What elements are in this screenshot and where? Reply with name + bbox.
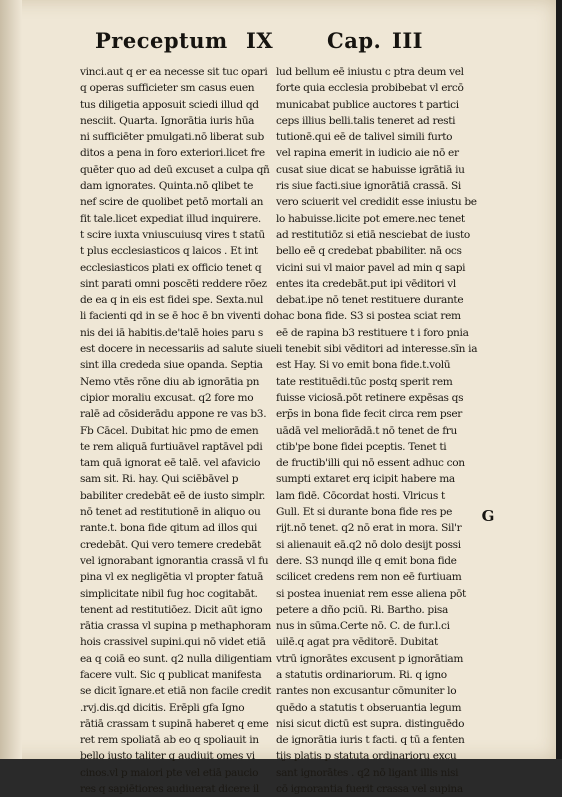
text-line: sint illa crededa siue opanda. Septia <box>80 359 263 372</box>
header-title: Preceptum <box>95 28 228 53</box>
text-line: .rvj.dis.qd dicitis. Erēpli gfa Igno <box>80 701 245 714</box>
text-line: credebāt. Qui vero temere credebāt <box>80 538 262 551</box>
text-line: babiliter credebāt eē de iusto simplr. <box>80 489 266 502</box>
text-line: ceps illius belli.talis teneret ad resti <box>276 114 456 127</box>
text-line: ad restitutiōz si etiā nesciebat de iusto <box>276 228 470 241</box>
text-line: scilicet credens rem non eē furtiuam <box>276 571 462 584</box>
text-line: q operas sufficieter sm casus euen <box>80 82 255 95</box>
text-line: dam ignorates. Quinta.nō qlibet te <box>80 180 254 193</box>
text-line: fuisse viciosā.pōt retinere expēsas qs <box>276 391 464 404</box>
text-line: est docere in necessariis ad salute siue <box>80 343 277 356</box>
text-line: lo habuisse.licite pot emere.nec tenet <box>276 212 465 225</box>
text-line: tenent ad restitutiōez. Dicit aūt igno <box>80 603 263 616</box>
text-line: vicini sui vl maior pavel ad min q sapi <box>276 261 466 274</box>
text-line: lud bellum eē iniustu c ptra deum vel <box>276 66 464 78</box>
text-line: erp̄s in bona fide fecit circa rem pser <box>276 408 463 421</box>
text-line: quēter quo ad deū excuset a culpa qñ <box>80 163 270 176</box>
text-line: vel rapina emerit in iudicio aie nō er <box>276 147 459 160</box>
text-column-right <box>276 64 484 797</box>
text-line: fit tale.licet expediat illud inquirere. <box>80 212 261 225</box>
text-line: facere vult. Sic q publicat manifesta <box>80 668 262 681</box>
text-line: sint parati omni poscēti reddere rōez <box>80 277 267 290</box>
text-line: nisi sicut dictū est supra. distinguēdo <box>276 717 465 730</box>
text-line: uilē.q agat pra vēditorē. Dubitat <box>276 636 438 649</box>
text-column-left <box>80 64 288 797</box>
text-line: si alienauit eā.q2 nō dolo desijt possi <box>276 538 461 551</box>
text-line: vtrū ignorātes excusent p ignorātiam <box>276 652 464 665</box>
text-line: sumpti extaret erq icipit habere ma <box>276 473 455 486</box>
header-precept-number: IX <box>246 28 274 53</box>
text-line: ea q coiā eo sunt. q2 nulla diligentiam <box>80 652 272 665</box>
text-line: cipior moraliu excusat. q2 fore mo <box>80 391 254 404</box>
text-line: res q sapiētiores audiuerat dicere il <box>80 783 259 796</box>
header-chapter-label: Cap. <box>327 28 382 53</box>
text-line: lam fidē. Cōcordat hosti. Vlricus t <box>276 489 445 502</box>
text-line: quēdo a statutis t obseruantia legum <box>276 701 462 714</box>
page-gutter <box>0 0 22 759</box>
text-line: rijt.nō tenet. q2 nō erat in mora. Sil'r <box>276 522 462 535</box>
text-line: ralē ad cōsiderādu appone re vas b3. <box>80 408 267 421</box>
text-line: municabat publice auctores t partici <box>276 98 459 111</box>
text-line: tutionē.qui eē de talivel simili furto <box>276 131 453 144</box>
text-line: entes ita credebāt.put ipi vēditori vl <box>276 277 456 290</box>
margin-letter-mark: G <box>481 507 495 525</box>
text-line: sant ignorātes . q2 nō ligant illis nisi <box>276 766 459 779</box>
text-line: tate restituēdi.tūc postq sperit rem <box>276 375 453 388</box>
text-line: ditos a pena in foro exteriori.licet fre <box>80 147 265 160</box>
text-line: ctib'pe bone fidei pceptis. Tenet ti <box>276 440 447 453</box>
text-line: pina vl ex negligētia vl propter fatuā <box>80 571 264 584</box>
text-line: vel ignorabant ignorantia crassā vl fu <box>80 554 269 567</box>
text-line: debat.ipe nō tenet restituere durante <box>276 294 464 307</box>
text-line: vinci.aut q er ea necesse sit tuc opari <box>80 66 268 78</box>
running-header <box>0 28 556 58</box>
text-line: cinos.vl p maiori pte vel etiā paucio <box>80 766 259 779</box>
text-line: a statutis ordinariorum. Ri. q igno <box>276 668 447 681</box>
text-line: Fb Cācel. Dubitat hic pmo de emen <box>80 424 259 437</box>
text-line: ecclesiasticos plati ex officio tenet q <box>80 261 262 274</box>
text-line: si postea inueniat rem esse aliena pōt <box>276 587 466 600</box>
text-line: rantes non excusantur cōmuniter lo <box>276 685 457 698</box>
text-line: hois crassivel supini.qui nō videt etiā <box>80 636 266 649</box>
text-line: eē de rapina b3 restituere t i foro pnia <box>276 326 469 339</box>
text-line: nis dei iā habitis.de'talē hoies paru s <box>80 326 264 339</box>
text-line: bello eē q credebat pbabiliter. nā ocs <box>276 245 462 258</box>
text-line: cusat siue dicat se habuisse igrātiā iu <box>276 163 465 176</box>
text-line: de fructib'illi qui nō essent adhuc con <box>276 457 465 470</box>
text-line: simplicitate nibil fug hoc cogitabāt. <box>80 587 258 600</box>
text-line: nō tenet ad restitutionē in aliquo ou <box>80 506 261 519</box>
text-line: tijs platis p statuta ordinarioru excu <box>276 750 457 763</box>
text-line: hac bona fide. S3 si postea sciat rem <box>276 310 461 323</box>
text-line: li facienti qd in se ē hoc ē bn viventi do <box>80 310 277 323</box>
text-line: nef scire de quolibet petō mortali an <box>80 196 264 209</box>
text-line: ris siue facti.siue ignorātiā crassā. Si <box>276 180 461 193</box>
text-line: Nemo vtēs rōne diu ab ignorātia pn <box>80 375 260 388</box>
text-line: ret rem spoliatā ab eo q spoliauit in <box>80 734 259 747</box>
text-line: rātiā crassam t supinā haberet q eme <box>80 717 269 730</box>
text-line: de ignorātia iuris t facti. q tū a fenten <box>276 734 465 747</box>
header-chapter-number: III <box>392 28 423 53</box>
text-line: de ea q in eis est fidei spe. Sexta.nul <box>80 294 264 307</box>
text-line: forte quia ecclesia probibebat vl ercō <box>276 82 464 95</box>
text-line: t scire iuxta vniuscuiusq vires t statū <box>80 228 265 241</box>
text-line: rātia crassa vl supina p methaphoram <box>80 620 271 633</box>
text-line: vero sciuerit vel credidit esse iniustu be <box>276 196 477 209</box>
text-line: sam sit. Ri. hay. Qui sciēbāvel p <box>80 473 239 486</box>
text-line: te rem aliquā furtiuāvel raptāvel pdi <box>80 440 263 453</box>
text-line: rante.t. bona fide qitum ad illos qui <box>80 522 257 535</box>
text-line: nesciit. Quarta. Ignorātia iuris hūa <box>80 114 255 127</box>
text-line: ni sufficiēter pmulgati.nō liberat sub <box>80 131 264 144</box>
text-line: li tenebit sibi vēditori ad interesse.sīn ia <box>276 343 478 356</box>
text-line: nus in sūma.Certe nō. C. de fur.l.ci <box>276 620 450 633</box>
text-line: uādā vel meliorādā.t nō tenet de fru <box>276 424 457 437</box>
text-line: cō ignorantia fuerit crassa vel supina <box>276 783 463 796</box>
text-line: bello iusto taliter q audiuit omes vi <box>80 750 255 763</box>
text-line: est Hay. Si vo emit bona fide.t.volū <box>276 359 451 372</box>
text-line: tus diligetia apposuit sciedi illud qd <box>80 98 259 111</box>
text-line: se dicit īgnare.et etiā non facile credit <box>80 685 272 698</box>
text-line: Gull. Et si durante bona fide res pe <box>276 506 453 519</box>
text-line: tam quā ignorat eē talē. vel afavicio <box>80 457 261 470</box>
text-line: petere a dño pciū. Ri. Bartho. pisa <box>276 603 448 616</box>
text-line: dere. S3 nunqd ille q emit bona fide <box>276 554 457 567</box>
text-line: t plus ecclesiasticos q laicos . Et int <box>80 245 258 258</box>
